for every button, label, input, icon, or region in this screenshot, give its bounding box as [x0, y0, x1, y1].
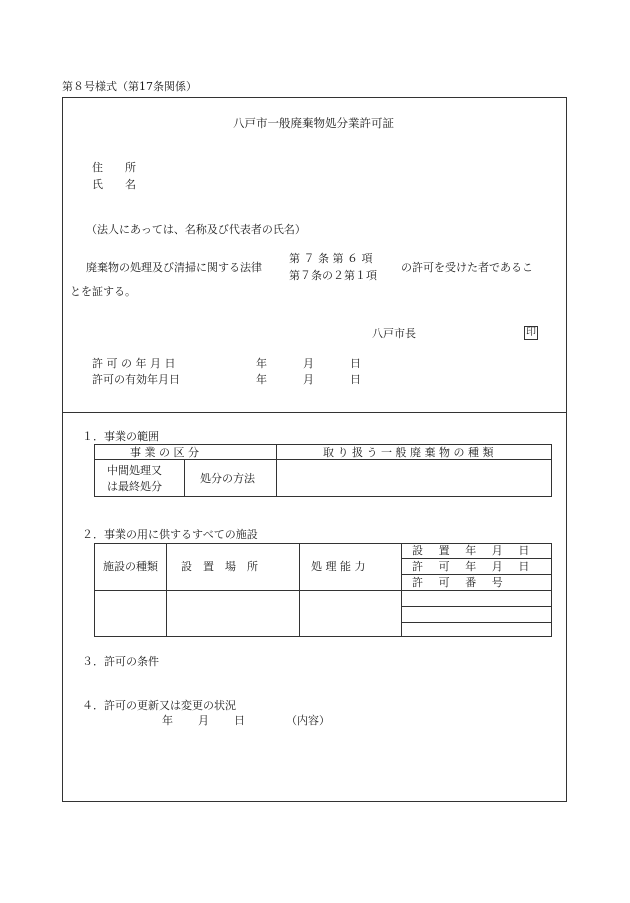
corporation-note: （法人にあっては、名称及び代表者の氏名）: [86, 223, 306, 236]
valid-year: 年: [256, 373, 267, 386]
col-category: 事 業 の 区 分: [130, 446, 199, 459]
col-permit-number: 許 可 番 号: [412, 576, 509, 589]
law-suffix-2: とを証する。: [70, 285, 136, 298]
law-suffix: の許可を受けた者であるこ: [401, 261, 533, 274]
valid-month: 月: [303, 373, 314, 386]
col-facility-type: 施設の種類: [103, 560, 158, 573]
address-label: 住 所: [92, 161, 136, 174]
permit-year: 年: [256, 357, 267, 370]
change-month: 月: [198, 714, 209, 727]
permit-date-label: 許 可 の 年 月 日: [92, 357, 176, 370]
form-label: 第８号様式（第17条関係）: [62, 80, 197, 93]
col-location: 設 置 場 所: [181, 560, 258, 573]
col-install-date: 設 置 年 月 日: [412, 544, 536, 557]
seal-stamp: 印: [526, 327, 536, 338]
law-article-1: 第 ７ 条 第 ６ 項: [289, 252, 373, 265]
law-prefix: 廃棄物の処理及び清掃に関する法律: [86, 261, 262, 274]
section-divider: [62, 412, 567, 413]
name-label: 氏 名: [92, 178, 136, 191]
disposal-method: 処分の方法: [200, 472, 255, 485]
permit-day: 日: [350, 357, 361, 370]
col-waste-type: 取 り 扱 う 一 般 廃 棄 物 の 種 類: [323, 446, 494, 459]
row-label-2: は最終処分: [107, 480, 162, 493]
section3-title: ３．許可の条件: [82, 655, 159, 668]
row-label-1: 中間処理又: [107, 464, 162, 477]
section2-title: ２．事業の用に供するすべての施設: [82, 528, 258, 541]
section1-title: １．事業の範囲: [82, 430, 159, 443]
valid-day: 日: [350, 373, 361, 386]
col-permit-date: 許 可 年 月 日: [412, 560, 536, 573]
change-year: 年: [162, 714, 173, 727]
change-day: 日: [234, 714, 245, 727]
permit-month: 月: [303, 357, 314, 370]
mayor-label: 八戸市長: [372, 327, 416, 340]
law-article-2: 第７条の２第１項: [289, 269, 377, 282]
valid-date-label: 許可の有効年月日: [92, 373, 180, 386]
change-content-label: （内容）: [286, 714, 330, 727]
col-capacity: 処 理 能 力: [311, 560, 366, 573]
section4-title: ４．許可の更新又は変更の状況: [82, 699, 236, 712]
certificate-title: 八戸市一般廃棄物処分業許可証: [233, 116, 394, 130]
